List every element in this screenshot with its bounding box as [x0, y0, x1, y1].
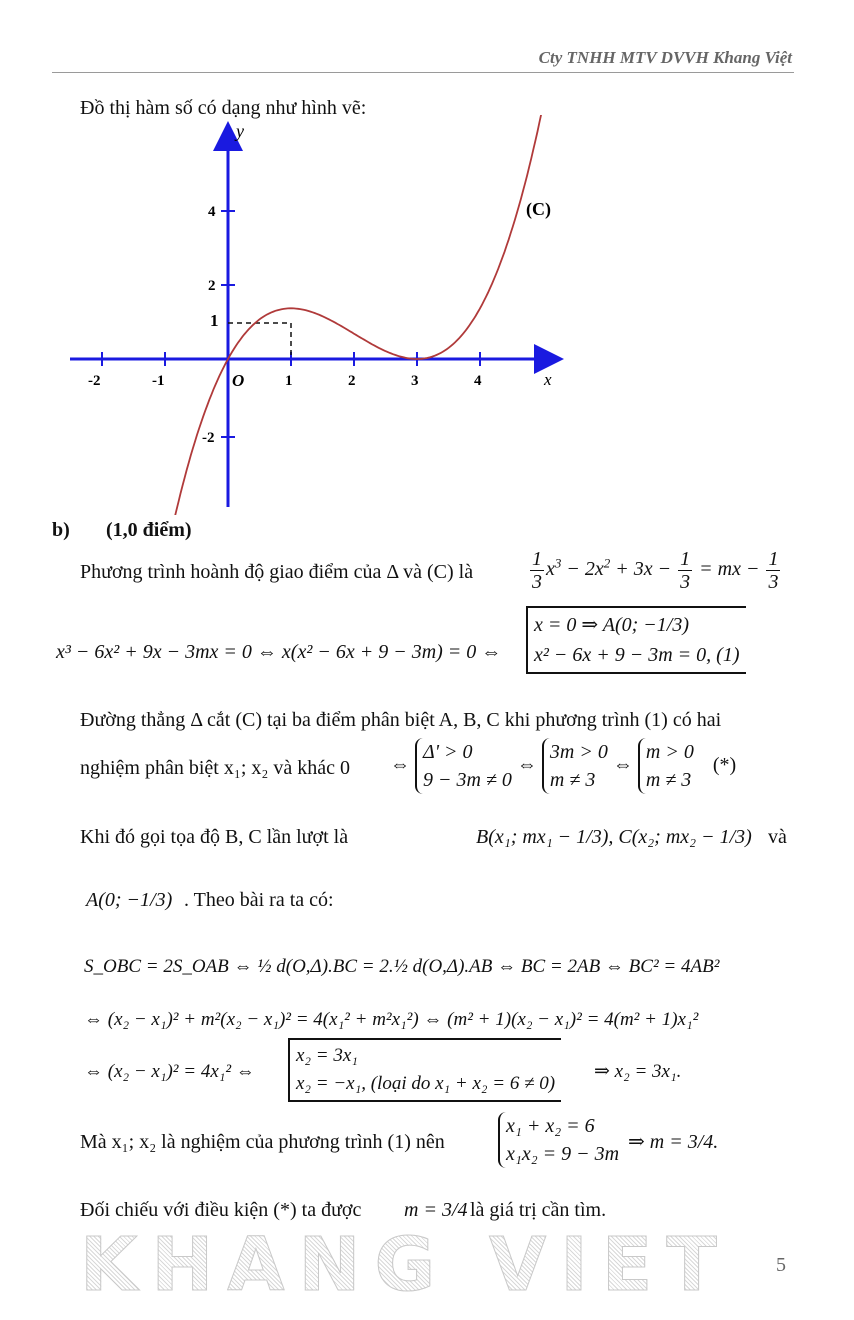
y-label-1: 1	[210, 311, 219, 330]
cond-system-2: 3m > 0 m ≠ 3	[542, 738, 608, 794]
vieta-sum: x₁ + x₂ = 6	[506, 1115, 595, 1137]
part-b-points: (1,0 điểm)	[106, 519, 192, 541]
y-label-4: 4	[208, 204, 216, 220]
conclusion-end: là giá trị cần tìm.	[470, 1199, 607, 1221]
vieta-product: x₁x₂ = 9 − 3m	[506, 1143, 620, 1165]
x-label-3: 3	[411, 373, 419, 389]
x-label-m1: -1	[152, 373, 165, 389]
cubic-curve	[168, 115, 580, 515]
y-label-m2: -2	[202, 430, 215, 446]
condition-sentence: Đường thẳng Δ cắt (C) tại ba điểm phân biệt A, B, C khi phương trình (1) có hai	[80, 709, 722, 731]
cond-system-3: m > 0 m ≠ 3	[638, 738, 694, 794]
x-label-1: 1	[285, 373, 293, 389]
function-graph	[60, 115, 580, 515]
coords-and: và	[768, 826, 787, 848]
expanded-equation: ⇔ (x₂ − x₁)² + m²(x₂ − x₁)² = 4(x₁² + m²x₁²) ⇔ (m² + 1)(x₂ − x₁)² = 4(m² + 1)x₁²	[84, 1009, 699, 1030]
root-case-1: x₂ = 3x₁	[296, 1045, 358, 1066]
conclusion-value: m = 3/4	[404, 1199, 468, 1221]
y-label-2: 2	[208, 278, 216, 294]
squared-equation: ⇔ (x₂ − x₁)² = 4x₁² ⇔	[84, 1061, 255, 1082]
intro-text: Đồ thị hàm số có dạng như hình vẽ:	[80, 97, 367, 119]
curve-label: (C)	[526, 199, 551, 219]
area-equation: S_OBC = 2S_OAB ⇔ ½ d(O,Δ).BC = 2.½ d(O,Δ).AB ⇔ BC = 2AB ⇔ BC² = 4AB²	[84, 956, 720, 977]
running-header: Cty TNHH MTV DVVH Khang Việt	[538, 48, 792, 67]
root-cases	[288, 1038, 561, 1102]
cond-system-1: Δ' > 0 9 − 3m ≠ 0	[415, 738, 512, 794]
y-axis-label: y	[236, 121, 244, 141]
intersection-eq: $\frac{1}{3}$ $x^3 - 2x^2 + 3x$ − $\frac{1}{3}$ = mx − $\frac{1}{3}$	[532, 548, 779, 593]
header-divider	[52, 72, 794, 73]
given-text: . Theo bài ra ta có:	[184, 889, 334, 911]
condition-systems: ⇔ Δ' > 0 9 − 3m ≠ 0 ⇔ 3m > 0 m ≠ 3 ⇔ m > 0 m ≠ 3 (*)	[390, 738, 736, 794]
vieta-result: ⇒ m = 3/4.	[628, 1131, 719, 1153]
watermark: KHANG VIET	[80, 1222, 731, 1308]
x-label-m2: -2	[88, 373, 101, 389]
part-b-label: b)	[52, 519, 70, 541]
case-quadratic: x² − 6x + 9 − 3m = 0, (1)	[534, 644, 740, 666]
root-case-2: x₂ = −x₁, (loại do x₁ + x₂ = 6 ≠ 0)	[296, 1073, 556, 1094]
case-x-zero: x = 0 ⇒ A(0; −1/3)	[534, 614, 690, 636]
conclusion-text: Đối chiếu với điều kiện (*) ta được	[80, 1199, 362, 1221]
case-split	[526, 606, 746, 674]
origin-label: O	[232, 371, 245, 390]
vieta-system	[498, 1112, 619, 1168]
x-label-2: 2	[348, 373, 356, 389]
intersection-intro: Phương trình hoành độ giao điểm của Δ và (C) là	[80, 561, 474, 583]
page-number: 5	[776, 1254, 786, 1276]
factorized-eq: x³ − 6x² + 9x − 3mx = 0 ⇔ x(x² − 6x + 9 − 3m) = 0 ⇔	[56, 641, 502, 663]
coords-bc: B(x₁; mx₁ − 1/3), C(x₂; mx₂ − 1/3)	[476, 826, 752, 848]
coords-intro: Khi đó gọi tọa độ B, C lần lượt là	[80, 826, 349, 848]
root-result: ⇒ x₂ = 3x₁.	[594, 1061, 682, 1082]
vieta-intro: Mà x₁; x₂ là nghiệm của phương trình (1) nên	[80, 1131, 445, 1153]
cond-mark: (*)	[712, 753, 737, 776]
x-label-4: 4	[474, 373, 482, 389]
x-axis-label: x	[544, 370, 552, 389]
distinct-roots-text: nghiệm phân biệt x₁; x₂ và khác 0	[80, 757, 350, 779]
point-a: A(0; −1/3)	[86, 889, 173, 911]
